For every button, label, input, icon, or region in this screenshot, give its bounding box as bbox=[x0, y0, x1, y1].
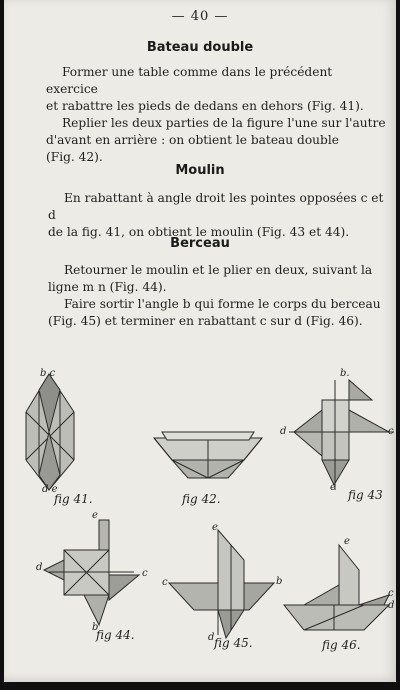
letter-label: d e bbox=[42, 484, 58, 495]
text-line: (Fig. 42). bbox=[46, 150, 103, 164]
figure-42-drawing bbox=[154, 432, 262, 478]
letter-label: e bbox=[344, 536, 350, 547]
letter-label: c bbox=[142, 568, 148, 579]
letter-label: e bbox=[330, 482, 336, 493]
letter-label: d bbox=[36, 562, 43, 573]
letter-label: d bbox=[280, 426, 287, 437]
heading-moulin: Moulin bbox=[175, 163, 225, 178]
origami-illustrations bbox=[4, 360, 396, 682]
figure-44-drawing bbox=[44, 520, 139, 625]
letter-label: b. bbox=[340, 368, 350, 379]
text-line: En rabattant à angle droit les pointes opposées c et d bbox=[48, 191, 384, 222]
figure-41-drawing bbox=[26, 374, 74, 490]
figure-45-drawing bbox=[169, 530, 274, 638]
letter-label: c bbox=[388, 588, 394, 599]
book-page bbox=[4, 0, 396, 682]
figure-43-drawing bbox=[289, 380, 394, 490]
caption-fig-41: fig 41. bbox=[54, 492, 93, 506]
letter-label: e bbox=[92, 510, 98, 521]
text-line: Replier les deux parties de la figure l'une sur l'autre bbox=[62, 116, 386, 130]
text-line: Former une table comme dans le précédent exercice bbox=[46, 65, 333, 96]
text-line: d'avant en arrière : on obtient le bateau double bbox=[46, 133, 339, 147]
letter-label: c bbox=[388, 426, 394, 437]
paragraph-moulin bbox=[48, 190, 388, 241]
text-line: Retourner le moulin et le plier en deux, suivant la bbox=[64, 263, 373, 277]
letter-label: b c bbox=[40, 368, 56, 379]
letter-label: d bbox=[208, 632, 215, 643]
caption-fig-46: fig 46. bbox=[322, 638, 361, 652]
letter-label: e bbox=[212, 522, 218, 533]
letter-label: d bbox=[388, 600, 395, 611]
text-line: Faire sortir l'angle b qui forme le corps du berceau bbox=[64, 297, 381, 311]
text-line: de la fig. 41, on obtient le moulin (Fig. 43 et 44). bbox=[48, 225, 350, 239]
page-number: — 40 — bbox=[171, 9, 229, 24]
letter-label: c bbox=[162, 577, 168, 588]
caption-fig-43: fig 43 bbox=[348, 488, 383, 502]
letter-label: b bbox=[92, 622, 99, 633]
caption-fig-45: fig 45. bbox=[214, 636, 253, 650]
text-line: ligne m n (Fig. 44). bbox=[48, 280, 167, 294]
letter-label: b bbox=[276, 576, 283, 587]
paragraph-bateau-double bbox=[46, 64, 386, 166]
caption-fig-42: fig 42. bbox=[182, 492, 221, 506]
text-line: et rabattre les pieds de dedans en dehors (Fig. 41). bbox=[46, 99, 364, 113]
heading-bateau-double: Bateau double bbox=[146, 40, 254, 55]
figures-area bbox=[4, 360, 396, 682]
figure-46-drawing bbox=[284, 545, 389, 630]
heading-berceau: Berceau bbox=[170, 236, 230, 251]
text-line: (Fig. 45) et terminer en rabattant c sur d (Fig. 46). bbox=[48, 314, 363, 328]
paragraph-berceau bbox=[48, 262, 388, 330]
caption-fig-44: fig 44. bbox=[96, 628, 135, 642]
